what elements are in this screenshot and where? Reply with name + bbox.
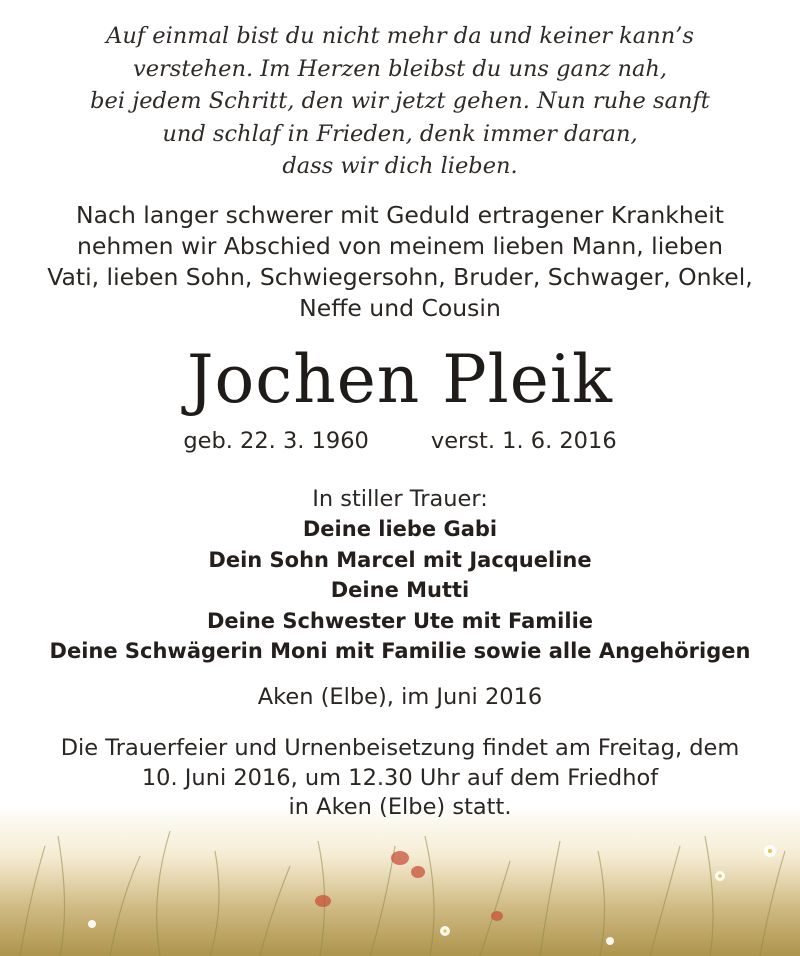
mourner-line: Dein Sohn Marcel mit Jacqueline [208,547,592,572]
mourner-line: Deine Schwester Ute mit Familie [206,608,594,633]
poem-line: und schlaf in Frieden, denk immer daran, [162,120,638,147]
mourners-list [0,514,800,667]
farewell-line: Nach langer schwerer mit Geduld ertragener Krankheit [76,201,724,229]
death-date: verst. 1. 6. 2016 [430,428,617,454]
deceased-name: Jochen Pleik [187,341,613,418]
poem-line: Auf einmal bist du nicht mehr da und keiner kann’s [106,23,694,49]
funeral-line: in Aken (Elbe) statt. [288,794,512,820]
poem-line: verstehen. Im Herzen bleibst du uns ganz nah, [132,55,667,82]
funeral-line: 10. Juni 2016, um 12.30 Uhr auf dem Friedhof [141,764,659,791]
life-dates [0,426,800,456]
farewell-line: nehmen wir Abschied von meinem lieben Mann, lieben [77,232,723,260]
place-and-date: Aken (Elbe), im Juni 2016 [257,684,543,710]
farewell-line: Neffe und Cousin [299,294,501,322]
poem-line: dass wir dich lieben. [282,153,518,179]
mourning-heading: In stiller Trauer: [312,486,488,512]
birth-date: geb. 22. 3. 1960 [183,428,369,454]
farewell-text [0,200,800,324]
memorial-poem [0,20,800,183]
funeral-details [0,734,800,823]
mourner-line: Deine liebe Gabi [302,517,498,541]
mourner-line: Deine Mutti [330,578,470,602]
poem-line: bei jedem Schritt, den wir jetzt gehen. Nun ruhe sanft [90,88,710,114]
mourner-line: Deine Schwägerin Moni mit Familie sowie alle Angehörigen [49,639,751,663]
farewell-line: Vati, lieben Sohn, Schwiegersohn, Bruder, Schwager, Onkel, [47,263,753,291]
funeral-line: Die Trauerfeier und Urnenbeisetzung findet am Freitag, dem [60,735,740,761]
